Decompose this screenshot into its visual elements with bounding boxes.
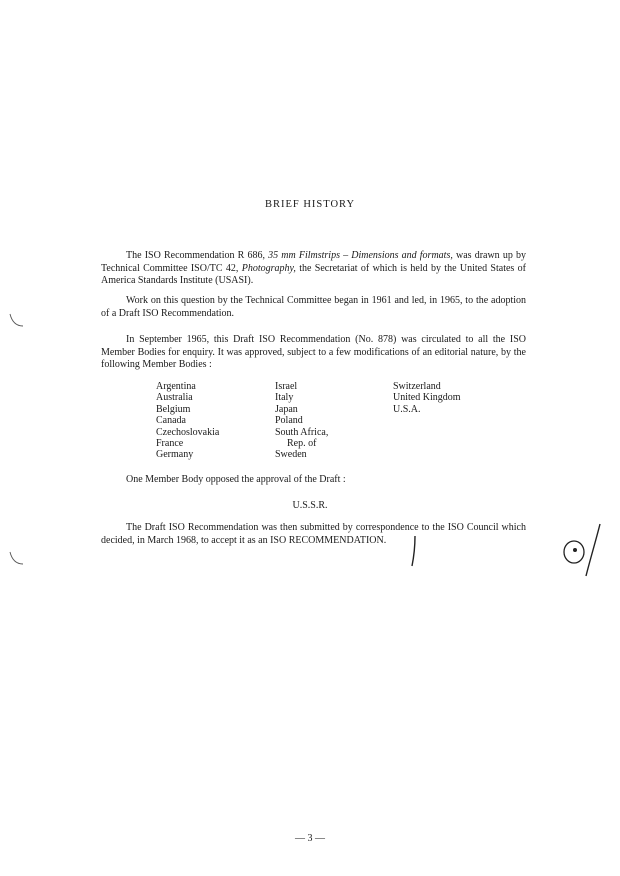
paragraph-2: Work on this question by the Technical Committee began in 1961 and led, in 1965, to the adoption of a Draft ISO Recommendation. bbox=[101, 295, 526, 319]
margin-mark-icon bbox=[8, 312, 26, 330]
member-body: Israel bbox=[275, 381, 298, 392]
paragraph-4: The Draft ISO Recommendation was then submitted by correspondence to the ISO Council which decided, in March 1968, to accept it as an ISO RECOMMENDATION. bbox=[101, 522, 526, 546]
member-body: South Africa, bbox=[275, 426, 329, 438]
member-body: Germany bbox=[156, 449, 194, 461]
handwritten-annotation-icon bbox=[560, 520, 610, 580]
page-number: — 3 — bbox=[295, 833, 325, 844]
paragraph-1 bbox=[101, 250, 526, 288]
member-body: Czechoslovakia bbox=[156, 426, 220, 438]
paragraph-1-italic-a: 35 mm Filmstrips – Dimensions and formats, bbox=[268, 250, 453, 261]
paragraph-1-text-a: The ISO Recommendation R 686, bbox=[126, 250, 269, 261]
paragraph-1-italic-b: Photography, bbox=[241, 262, 296, 274]
member-body: Belgium bbox=[156, 403, 191, 415]
paragraph-1-text-b: was drawn up by Technical Committee ISO/TC 42, bbox=[101, 250, 526, 274]
member-body: Japan bbox=[275, 403, 298, 415]
member-body: Poland bbox=[275, 415, 303, 427]
member-body: Rep. of bbox=[287, 438, 317, 450]
member-bodies-column-1 bbox=[156, 381, 219, 461]
opposed-member: U.S.S.R. bbox=[292, 500, 328, 511]
margin-mark-icon bbox=[8, 550, 26, 568]
member-body: U.S.A. bbox=[393, 403, 421, 415]
member-body: Switzerland bbox=[393, 381, 441, 392]
member-body: Italy bbox=[275, 392, 294, 404]
member-body: United Kingdom bbox=[393, 392, 461, 404]
page-title: BRIEF HISTORY bbox=[264, 199, 356, 210]
member-bodies-column-2 bbox=[275, 381, 328, 461]
member-body: Sweden bbox=[275, 449, 307, 461]
member-bodies-column-3 bbox=[393, 381, 461, 415]
handwritten-stroke-icon bbox=[408, 534, 418, 568]
member-body: Argentina bbox=[156, 381, 196, 392]
opposed-statement: One Member Body opposed the approval of the Draft : bbox=[126, 474, 346, 485]
member-body: France bbox=[156, 438, 184, 450]
paragraph-1-text-c: the Secretariat of which is held by the United States of America Standards Institute (USASI). bbox=[101, 262, 526, 287]
member-body: Canada bbox=[156, 415, 186, 427]
member-body: Australia bbox=[156, 392, 193, 404]
paragraph-3: In September 1965, this Draft ISO Recommendation (No. 878) was circulated to all the ISO Member Bodies for enquiry. It was approved, subject to a few modifications of an editorial nature, by the following Member Bodies : bbox=[101, 334, 526, 371]
